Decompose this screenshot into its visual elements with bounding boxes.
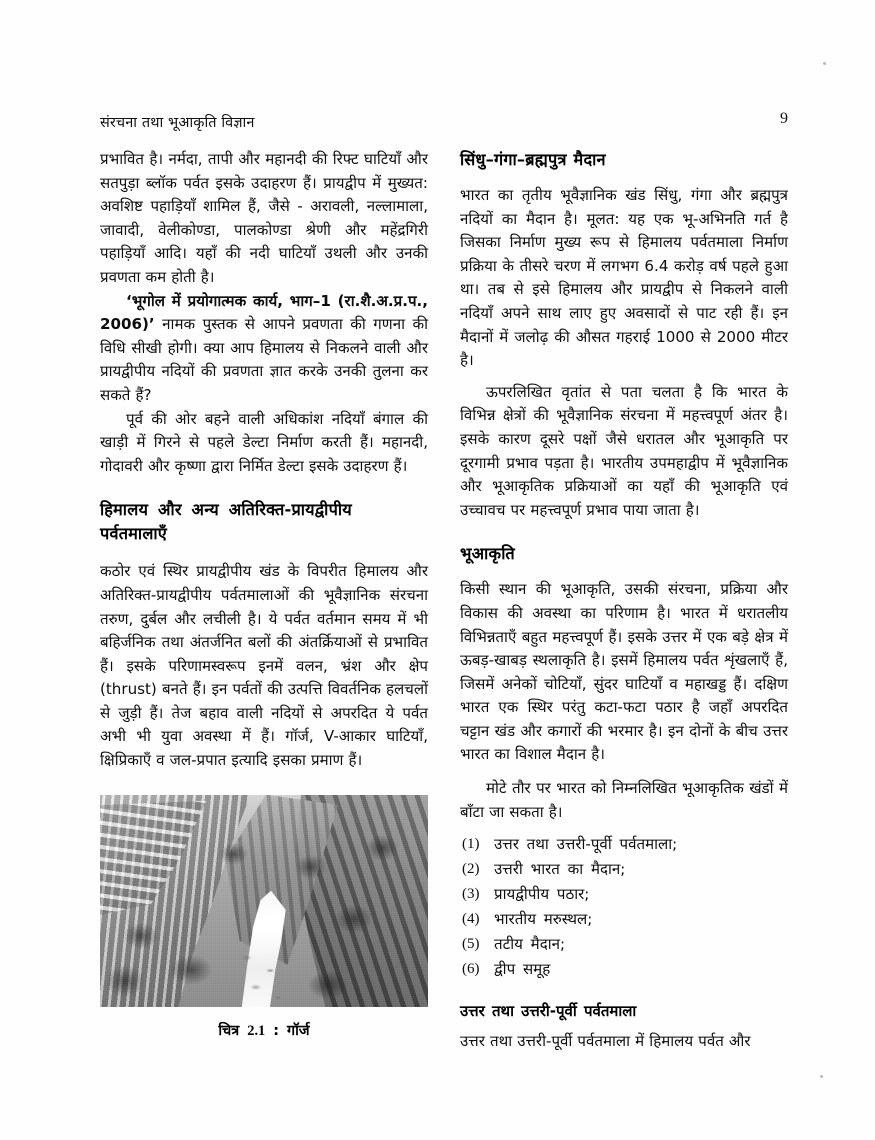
- list-item: [460, 832, 788, 857]
- paragraph: भारत का तृतीय भूवैज्ञानिक खंड सिंधु, गंगा और ब्रह्मपुत्र नदियों का मैदान है। मूलत: यह एक भू-अभिनति गर्त है जिसका निर्माण मुख्य रूप से हिमालय पर्वतमाला निर्माण प्रक्रिया के तीसरे चरण में लगभग 6.4 करोड़ वर्ष पहले हुआ था। तब से इसे हिमालय और प्रायद्वीप से निकलने वाली नदियाँ अपने साथ लाए हुए अवसादों से पाट रही हैं। इन मैदानों में जलोढ़ की औसत गहराई 1000 से 2000 मीटर है।: [460, 186, 788, 370]
- subsection-heading-north-northeast-mountains: उत्तर तथा उत्तरी-पूर्वी पर्वतमाला: [460, 1002, 637, 1021]
- page-number: 9: [780, 110, 788, 127]
- list-item-label: उत्तर तथा उत्तरी-पूर्वी पर्वतमाला;: [494, 835, 678, 854]
- scan-speck: [820, 1075, 823, 1078]
- figure-gorge: [100, 795, 428, 1040]
- list-item: [460, 907, 788, 932]
- spacer: [100, 773, 428, 795]
- paragraph: मोटे तौर पर भारत को निम्नलिखित भूआकृतिक खंडों में बाँटा जा सकता है।: [460, 779, 788, 821]
- paragraph: ऊपरलिखित वृतांत से पता चलता है कि भारत के विभिन्न क्षेत्रों की भूवैज्ञानिक संरचना में महत्त्वपूर्ण अंतर है। इसके कारण दूसरे पक्षों जैसे धरातल और भूआकृति पर दूरगामी प्रभाव पड़ता है। भारतीय उपमहाद्वीप में भूवैज्ञानिक और भूआकृतिक प्रक्रियाओं का यहाँ की भूआकृति एवं उच्चावच पर महत्त्वपूर्ण प्रभाव पाया जाता है।: [460, 382, 788, 519]
- running-head: [100, 112, 788, 142]
- list-item-number: (5): [462, 936, 480, 953]
- figure-caption-separator: :: [273, 1022, 280, 1039]
- paragraph: उत्तर तथा उत्तरी-पूर्वी पर्वतमाला में हिमालय पर्वत और: [460, 1032, 751, 1051]
- left-column: [100, 148, 428, 1054]
- figure-caption-label: चित्र: [218, 1022, 240, 1039]
- paragraph-text: नामक पुस्तक से आपने प्रवणता की गणना की विधि सीखी होगी। क्या आप हिमालय से निकलने वाली और प्रायद्वीपीय नदियों की प्रवणता ज्ञात करके उनकी तुलना कर सकते हैं?: [100, 315, 428, 404]
- spacer: [460, 767, 788, 777]
- book-title-citation: ‘भूगोल में प्रयोगात्मक कार्य, भाग–1 (रा.शै.अ.प्र.प., 2006)’: [100, 291, 428, 334]
- page-content: [100, 110, 788, 1051]
- photo-film-grain: [100, 795, 428, 1007]
- gorge-photograph: [100, 795, 428, 1007]
- section-heading-bhuakriti: भूआकृति: [460, 544, 515, 564]
- section-heading-indus-ganga-brahmaputra-plain: सिंधु–गंगा–ब्रह्मपुत्र मैदान: [460, 150, 606, 169]
- landform-divisions-list: [460, 832, 788, 982]
- spacer: [100, 546, 428, 560]
- list-item: [460, 932, 788, 957]
- list-item: [460, 957, 788, 982]
- list-item-label: द्वीप समूह: [494, 960, 551, 979]
- list-item-number: (2): [462, 861, 480, 878]
- paragraph: प्रभावित है। नर्मदा, तापी और महानदी की रिफ्ट घाटियाँ और सतपुड़ा ब्लॉक पर्वत इसके उदाहरण हैं। प्रायद्वीप में मुख्यत: अवशिष्ट पहाड़ियाँ शामिल हैं, जैसे - अरावली, नल्लामाला, जावादी, वेलीकोण्डा, पालकोण्डा श्रेणी और महेंद्रगिरी पहाड़ियाँ आदि। यहाँ की नदी घाटियाँ उथली और उनकी प्रवणता कम होती है।: [100, 150, 428, 286]
- list-item-label: तटीय मैदान;: [494, 935, 566, 954]
- list-item-label: प्रायद्वीपीय पठार;: [494, 885, 590, 904]
- spacer: [460, 824, 788, 832]
- list-item: [460, 882, 788, 907]
- list-item-number: (4): [462, 911, 480, 928]
- figure-caption: [100, 1021, 428, 1040]
- list-item: [460, 857, 788, 882]
- spacer: [460, 982, 788, 1000]
- list-item-number: (3): [462, 886, 480, 903]
- paragraph: कठोर एवं स्थिर प्रायद्वीपीय खंड के विपरीत हिमालय और अतिरिक्त-प्रायद्वीपीय पर्वतमालाओं की भूवैज्ञानिक संरचना तरुण, दुर्बल और लचीली है। ये पर्वत वर्तमान समय में भी बहिर्जनिक तथा अंतर्जनित बलों की अंतर्क्रियाओं से प्रभावित हैं। इसके परिणामस्वरूप इनमें वलन, भ्रंश और क्षेप (thrust) बनते हैं। इन पर्वतों की उत्पत्ति विवर्तनिक हलचलों से जुड़ी हैं। तेज बहाव वाली नदियों से अपरदित ये पर्वत अभी भी युवा अवस्था में हैं। गॉर्ज, V-आकार घाटियाँ, क्षिप्रिकाएँ व जल-प्रपात इत्यादि इसका प्रमाण हैं।: [100, 562, 428, 770]
- spacer: [460, 172, 788, 184]
- two-column-body: [100, 148, 788, 1054]
- right-column: [460, 148, 788, 1054]
- spacer: [100, 478, 428, 498]
- spacer: [460, 1022, 788, 1030]
- running-head-title: संरचना तथा भूआकृति विज्ञान: [100, 115, 255, 131]
- list-item-label: उत्तरी भारत का मैदान;: [494, 860, 626, 879]
- paragraph-with-bold-citation: [100, 290, 428, 408]
- spacer: [460, 522, 788, 542]
- section-heading-himalaya: हिमालय और अन्य अतिरिक्त-प्रायद्वीपीय पर्वतमालाएँ: [100, 500, 352, 544]
- paragraph: किसी स्थान की भूआकृति, उसकी संरचना, प्रक्रिया और विकास की अवस्था का परिणाम है। भारत में धरातलीय विभिन्नताएँ बहुत महत्त्वपूर्ण हैं। इसके उत्तर में एक बड़े क्षेत्र में ऊबड़-खाबड़ स्थलाकृति है। इसमें हिमालय पर्वत शृंखलाएँ हैं, जिसमें अनेकों चोटियाँ, सुंदर घाटियाँ व महाखड्ड हैं। दक्षिण भारत एक स्थिर परंतु कटा-फटा पठार है जहाँ अपरदित चट्टान खंड और कगारों की भरमार है। इन दोनों के बीच उत्तर भारत का विशाल मैदान है।: [460, 580, 788, 764]
- list-item-number: (1): [462, 836, 480, 853]
- list-item-label: भारतीय मरुस्थल;: [494, 910, 593, 929]
- paragraph: पूर्व की ओर बहने वाली अधिकांश नदियाँ बंगाल की खाड़ी में गिरने से पहले डेल्टा निर्माण करती हैं। महानदी, गोदावरी और कृष्णा द्वारा निर्मित डेल्टा इसके उदाहरण हैं।: [100, 409, 428, 475]
- spacer: [460, 373, 788, 381]
- list-item-number: (6): [462, 961, 480, 978]
- spacer: [460, 566, 788, 578]
- scan-speck: [823, 62, 826, 65]
- figure-caption-number: 2.1: [247, 1022, 266, 1039]
- figure-caption-text: गॉर्ज: [287, 1022, 310, 1039]
